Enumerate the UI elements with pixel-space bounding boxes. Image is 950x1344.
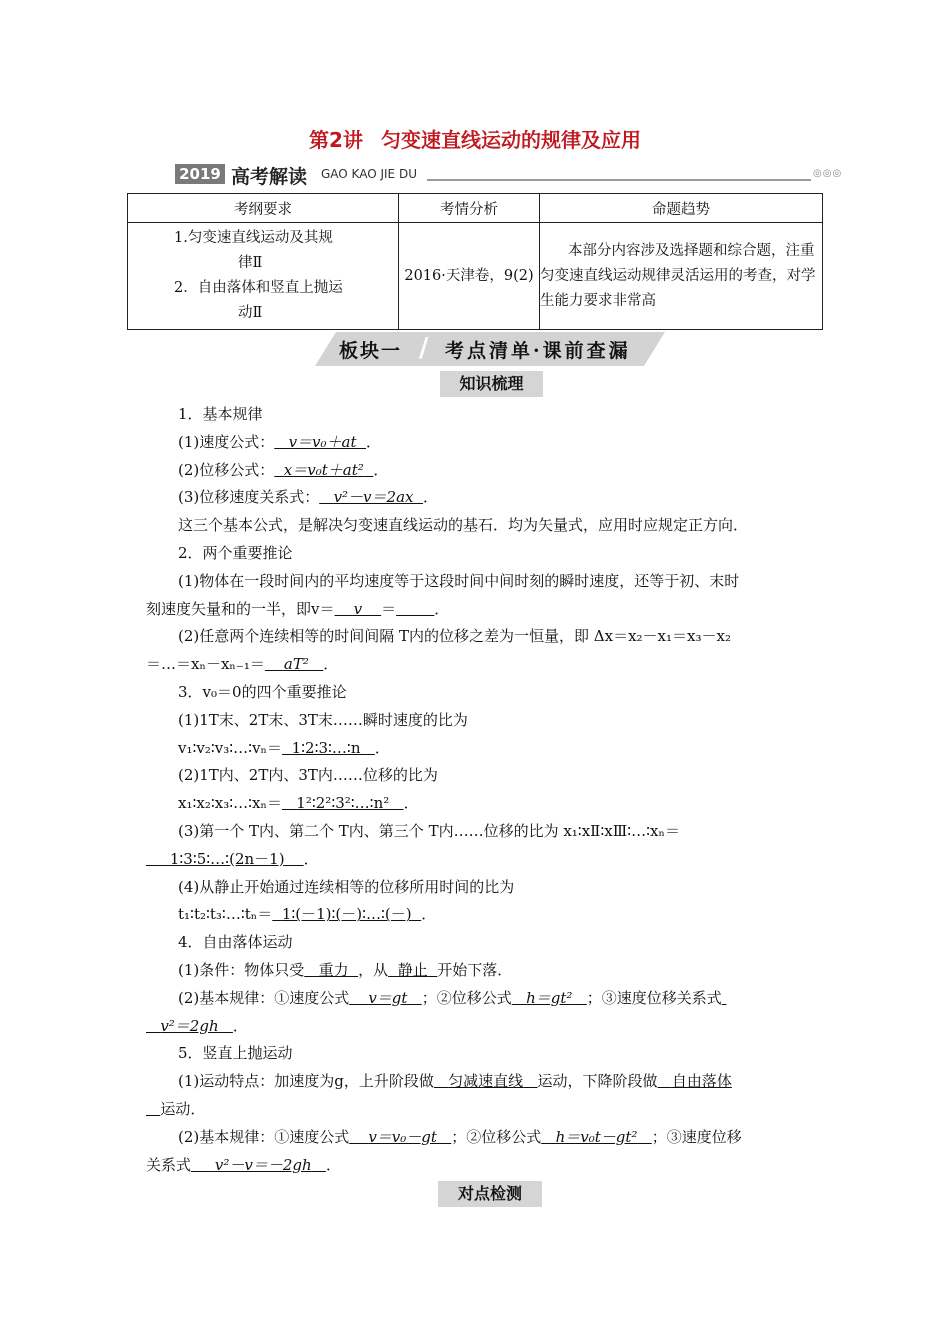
text-line: (2)基本规律：①速度公式 v＝v₀－gt ；②位移公式 h＝v₀t－gt² ；③速度位移	[178, 1127, 742, 1146]
text-line: 2．两个重要推论	[178, 543, 293, 562]
text-line: 这三个基本公式，是解决匀变速直线运动的基石．均为矢量式，应用时应规定正方向．	[178, 516, 749, 535]
banner-label-cn: 高考解读	[231, 166, 308, 188]
section-header	[315, 332, 665, 366]
lecture-number: 第2讲	[309, 128, 363, 152]
trend-cell: 本部分内容涉及选择题和综合题，注重匀变速直线运动规律灵活运用的考查，对学生能力要求非常高	[540, 223, 823, 330]
text-line: t₁∶t₂∶t₃∶…∶tₙ＝ 1∶(－1)∶(－)∶…∶(－) ．	[178, 905, 437, 924]
text-line: (1)1T末、2T末、3T末……瞬时速度的比为	[178, 710, 468, 729]
text-line: (4)从静止开始通过连续相等的位移所用时间的比为	[178, 877, 515, 896]
text-line: (2)基本规律：①速度公式 v＝gt ；②位移公式 h＝gt² ；③速度位移关系式	[178, 988, 722, 1007]
text-line: (3)位移速度关系式： v²－v＝2ax ．	[178, 488, 439, 507]
text-line: (1)速度公式： v＝v₀＋at ．	[178, 432, 382, 451]
text-line: (1)物体在一段时间内的平均速度等于这段时间中间时刻的瞬时速度，还等于初、末时	[178, 571, 740, 590]
banner-label-en: GAO KAO JIE DU	[321, 167, 417, 181]
section-label: 板块一	[339, 340, 403, 362]
text-line: (1)条件：物体只受 重力 ，从 静止 开始下落．	[178, 960, 513, 979]
banner-dots-icon: ◎◎◎	[813, 168, 843, 179]
text-line: (3)第一个 T内、第二个 T内、第三个 T内……位移的比为 x₁∶xⅡ∶xⅢ∶…∶xₙ＝	[178, 821, 680, 840]
text-line: (1)运动特点：加速度为g，上升阶段做 匀减速直线 运动，下降阶段做 自由落体	[178, 1072, 732, 1091]
table-header: 考情分析	[399, 194, 540, 223]
table-row	[128, 223, 823, 330]
syllabus-requirements-cell	[128, 223, 399, 330]
requirement-line: 1.匀变速直线运动及其规	[174, 230, 333, 246]
text-line: 运动．	[160, 1099, 206, 1118]
table-header: 命题趋势	[540, 194, 823, 223]
requirement-line: 律Ⅱ	[238, 255, 263, 271]
text-line: ＝…＝xₙ－xₙ₋₁＝ aT² ．	[146, 655, 339, 674]
text-line: (2)任意两个连续相等的时间间隔 T内的位移之差为一恒量，即 Δx＝x₂－x₁＝x₃－x₂	[178, 627, 731, 646]
exam-interpretation-banner	[175, 164, 847, 188]
text-line: 4．自由落体运动	[178, 933, 293, 952]
text-line: 1．基本规律	[178, 405, 263, 423]
text-line: v²＝2gh ．	[160, 1016, 248, 1035]
text-line: 1∶3∶5∶…∶(2n－1) ．	[169, 849, 319, 868]
slash-separator-icon: /	[419, 333, 429, 363]
page-title	[0, 124, 950, 153]
knowledge-content	[146, 401, 808, 1179]
banner-year: 2019	[175, 164, 225, 184]
text-line: 3．v₀＝0的四个重要推论	[178, 682, 347, 701]
text-line: x₁∶x₂∶x₃∶…∶xₙ＝ 1²∶2²∶3²∶…∶n² ．	[178, 794, 419, 813]
text-line: 关系式 v²－v＝－2gh ．	[146, 1155, 341, 1174]
section-subtitle: 考点清单·课前查漏	[445, 340, 631, 362]
knowledge-review-tag: 知识梳理	[440, 371, 543, 397]
text-line: (2)位移公式： x＝v₀t＋at² ．	[178, 460, 389, 479]
text-line: (2)1T内、2T内、3T内……位移的比为	[178, 766, 438, 785]
banner-divider	[427, 179, 811, 181]
table-header-row	[128, 194, 823, 223]
lecture-title: 匀变速直线运动的规律及应用	[380, 128, 641, 152]
practice-check-tag: 对点检测	[438, 1181, 542, 1207]
requirement-line: 2．自由落体和竖直上抛运	[174, 280, 343, 296]
text-line: 5．竖直上抛运动	[178, 1044, 293, 1063]
text-line: 刻速度矢量和的一半，即v＝ v ＝ ．	[146, 599, 450, 618]
table-header: 考纲要求	[128, 194, 399, 223]
text-line: v₁∶v₂∶v₃∶…∶vₙ＝ 1∶2∶3∶…∶n ．	[178, 738, 390, 757]
requirement-line: 动Ⅱ	[238, 305, 263, 321]
exam-analysis-cell: 2016·天津卷，9(2)	[399, 223, 540, 330]
requirements-table	[127, 193, 823, 330]
